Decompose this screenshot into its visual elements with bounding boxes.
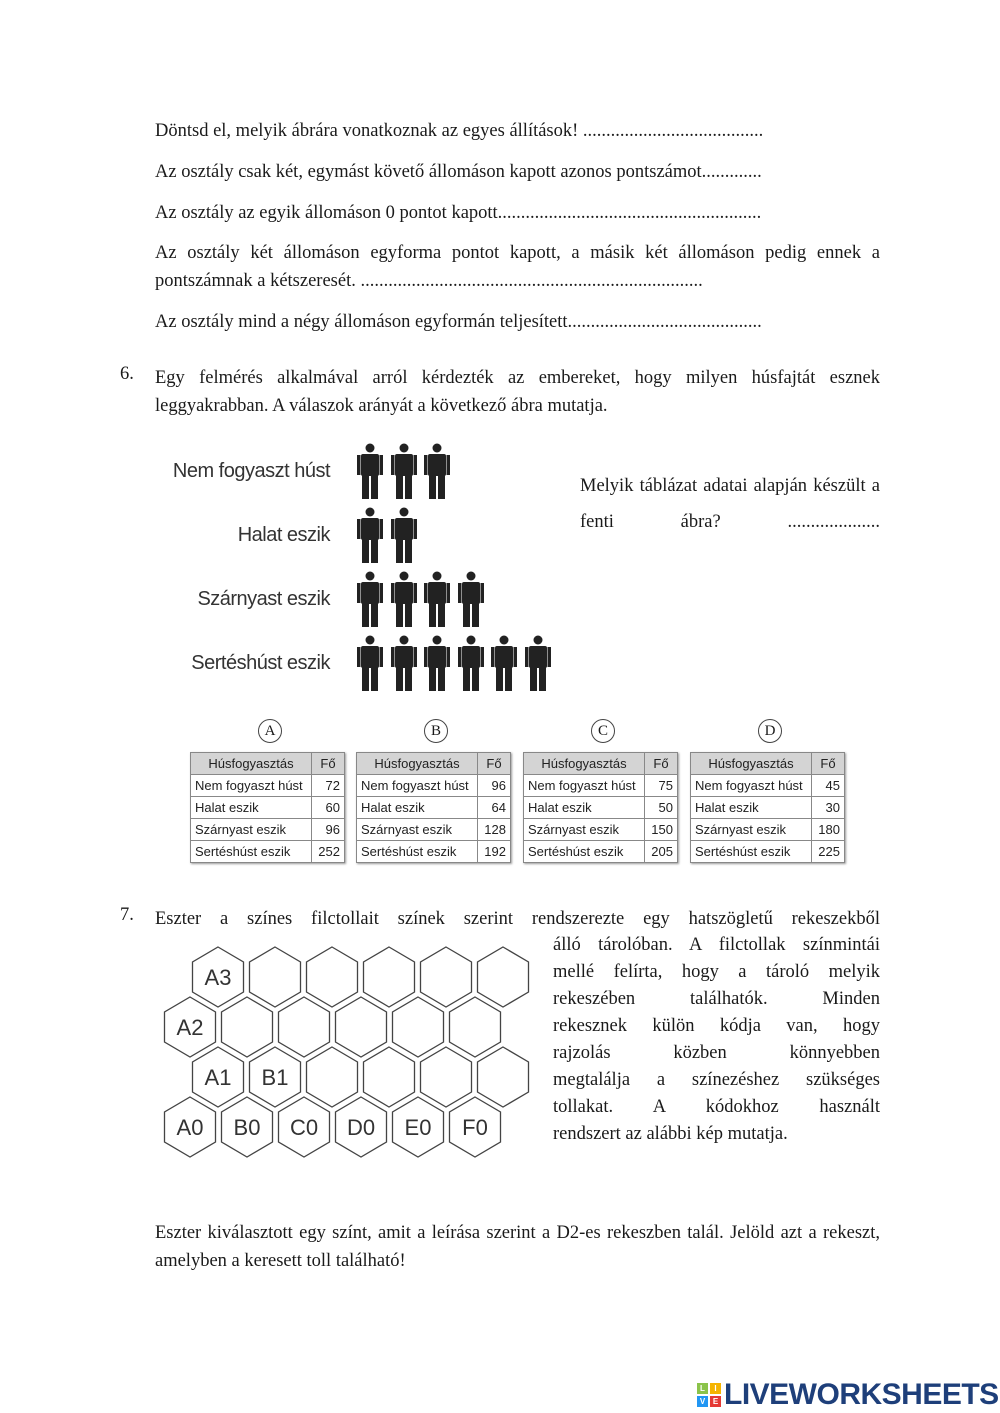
category-cell: Nem fogyaszt húst bbox=[524, 775, 645, 797]
hex-label: C0 bbox=[289, 1115, 319, 1140]
table-row bbox=[524, 797, 678, 819]
liveworksheets-logo bbox=[697, 1378, 999, 1412]
question-7-line: álló tárolóban. A filctollak színmintái bbox=[553, 935, 880, 955]
category-cell: Nem fogyaszt húst bbox=[357, 775, 478, 797]
header-cell: Fő bbox=[812, 753, 845, 775]
hex-cell[interactable] bbox=[393, 1097, 444, 1157]
hex-label: F0 bbox=[462, 1115, 488, 1140]
value-cell: 64 bbox=[478, 797, 511, 819]
header-cell: Húsfogyasztás bbox=[524, 753, 645, 775]
statement-4: Az osztály mind a négy állomáson egyformán teljesített.......................................... bbox=[155, 312, 762, 332]
hex-cell[interactable] bbox=[193, 1047, 244, 1107]
table-letter-a: A bbox=[258, 719, 282, 743]
category-cell: Halat eszik bbox=[691, 797, 812, 819]
logo-text: LIVEWORKSHEETS bbox=[724, 1378, 999, 1411]
hex-label: B1 bbox=[261, 1065, 289, 1090]
hex-cell[interactable] bbox=[165, 997, 216, 1057]
table-row bbox=[191, 819, 345, 841]
person-icon bbox=[424, 635, 450, 697]
hex-label: A2 bbox=[176, 1015, 204, 1040]
hex-cell[interactable] bbox=[450, 997, 501, 1057]
table-row bbox=[524, 819, 678, 841]
hex-cell[interactable] bbox=[336, 1097, 387, 1157]
table-header bbox=[524, 753, 678, 775]
hex-label: A1 bbox=[204, 1065, 232, 1090]
table-row bbox=[357, 819, 511, 841]
value-cell: 96 bbox=[478, 775, 511, 797]
header-cell: Fő bbox=[645, 753, 678, 775]
table-header bbox=[357, 753, 511, 775]
hex-cell[interactable] bbox=[222, 1097, 273, 1157]
statement-1: Az osztály csak két, egymást követő állomáson kapott azonos pontszámot............. bbox=[155, 162, 762, 182]
table-row bbox=[524, 841, 678, 863]
hex-cell[interactable] bbox=[421, 947, 472, 1007]
value-cell: 192 bbox=[478, 841, 511, 863]
hex-label: A3 bbox=[204, 965, 232, 990]
hex-cell[interactable] bbox=[478, 1047, 529, 1107]
table-row bbox=[191, 841, 345, 863]
value-cell: 60 bbox=[312, 797, 345, 819]
person-icon bbox=[357, 443, 383, 505]
hex-cell[interactable] bbox=[279, 997, 330, 1057]
table-row bbox=[691, 841, 845, 863]
statement-intro: Döntsd el, melyik ábrára vonatkoznak az egyes állítások! ....................................... bbox=[155, 121, 764, 141]
person-icon bbox=[424, 443, 450, 505]
person-icon bbox=[357, 571, 383, 633]
category-cell: Sertéshúst eszik bbox=[191, 841, 312, 863]
person-icon bbox=[391, 571, 417, 633]
hex-label: B0 bbox=[233, 1115, 261, 1140]
header-cell: Húsfogyasztás bbox=[691, 753, 812, 775]
question-7-line: rekesznek külön kódja van, hogy bbox=[553, 1016, 880, 1036]
hex-storage-grid bbox=[150, 935, 550, 1165]
person-icon bbox=[525, 635, 551, 697]
table-letter-b: B bbox=[424, 719, 448, 743]
person-icon bbox=[357, 507, 383, 569]
question-7-line: rendszert az alábbi kép mutatja. bbox=[553, 1124, 788, 1144]
table-header bbox=[191, 753, 345, 775]
category-cell: Halat eszik bbox=[191, 797, 312, 819]
header-cell: Húsfogyasztás bbox=[357, 753, 478, 775]
table-row bbox=[191, 775, 345, 797]
question-number-6: 6. bbox=[120, 364, 134, 384]
question-6-text: Egy felmérés alkalmával arról kérdezték az embereket, hogy milyen húsfajtát esznek leggyakrabban. A válaszok arányát a következő ábra mutatja. bbox=[155, 368, 880, 416]
hex-label: A0 bbox=[176, 1115, 204, 1140]
hex-cell[interactable] bbox=[307, 1047, 358, 1107]
pictogram-label: Sertéshúst eszik bbox=[191, 652, 330, 674]
value-cell: 50 bbox=[645, 797, 678, 819]
hex-cell[interactable] bbox=[250, 1047, 301, 1107]
hex-cell[interactable] bbox=[478, 947, 529, 1007]
category-cell: Sertéshúst eszik bbox=[524, 841, 645, 863]
category-cell: Sertéshúst eszik bbox=[357, 841, 478, 863]
table-b bbox=[356, 752, 511, 863]
table-row bbox=[691, 775, 845, 797]
header-cell: Fő bbox=[312, 753, 345, 775]
statement-2: Az osztály az egyik állomáson 0 pontot kapott......................................................... bbox=[155, 203, 762, 223]
table-a bbox=[190, 752, 345, 863]
person-icon bbox=[491, 635, 517, 697]
question-number-7: 7. bbox=[120, 905, 134, 925]
category-cell: Szárnyast eszik bbox=[524, 819, 645, 841]
value-cell: 225 bbox=[812, 841, 845, 863]
person-icon bbox=[424, 571, 450, 633]
question-7-line: tollakat. A kódokhoz használt bbox=[553, 1097, 880, 1117]
value-cell: 45 bbox=[812, 775, 845, 797]
hex-cell[interactable] bbox=[364, 947, 415, 1007]
category-cell: Szárnyast eszik bbox=[191, 819, 312, 841]
category-cell: Nem fogyaszt húst bbox=[191, 775, 312, 797]
question-7-line: megtalálja a színezéshez szükséges bbox=[553, 1070, 880, 1090]
question-7-line: rekeszében találhatók. Minden bbox=[553, 989, 880, 1009]
header-cell: Húsfogyasztás bbox=[191, 753, 312, 775]
table-row bbox=[357, 841, 511, 863]
question-7-task: Eszter kiválasztott egy színt, amit a leírása szerint a D2-es rekeszben talál. Jelöld azt a rekeszt, amelyben a keresett toll található! bbox=[155, 1223, 880, 1271]
header-cell: Fő bbox=[478, 753, 511, 775]
hex-cell[interactable] bbox=[165, 1097, 216, 1157]
category-cell: Halat eszik bbox=[357, 797, 478, 819]
value-cell: 205 bbox=[645, 841, 678, 863]
person-icon bbox=[391, 443, 417, 505]
category-cell: Sertéshúst eszik bbox=[691, 841, 812, 863]
person-icon bbox=[357, 635, 383, 697]
table-c bbox=[523, 752, 678, 863]
table-row bbox=[357, 775, 511, 797]
statement-3: Az osztály két állomáson egyforma pontot kapott, a másik két állomáson pedig ennek a pontszámnak a kétszeresét. .......................................................................... bbox=[155, 243, 880, 291]
table-row bbox=[524, 775, 678, 797]
value-cell: 72 bbox=[312, 775, 345, 797]
hex-label: D0 bbox=[346, 1115, 376, 1140]
value-cell: 96 bbox=[312, 819, 345, 841]
pictogram-label: Halat eszik bbox=[237, 524, 330, 546]
question-7-line: mellé felírta, hogy a tároló melyik bbox=[553, 962, 880, 982]
hex-cell[interactable] bbox=[307, 947, 358, 1007]
pictogram-label: Szárnyast eszik bbox=[197, 588, 330, 610]
hex-cell[interactable] bbox=[364, 1047, 415, 1107]
category-cell: Szárnyast eszik bbox=[691, 819, 812, 841]
hex-cell[interactable] bbox=[250, 947, 301, 1007]
value-cell: 180 bbox=[812, 819, 845, 841]
hex-cell[interactable] bbox=[421, 1047, 472, 1107]
person-icon bbox=[391, 507, 417, 569]
hex-cell[interactable] bbox=[193, 947, 244, 1007]
hex-cell[interactable] bbox=[450, 1097, 501, 1157]
value-cell: 252 bbox=[312, 841, 345, 863]
hex-cell[interactable] bbox=[222, 997, 273, 1057]
question-6-prompt: Melyik táblázat adatai alapján készült a fenti ábra? .................... bbox=[580, 476, 880, 532]
question-7-first-line: Eszter a színes filctollait színek szerint rendszerezte egy hatszögletű rekeszekből bbox=[155, 909, 880, 929]
hex-cell[interactable] bbox=[393, 997, 444, 1057]
pictogram-label: Nem fogyaszt húst bbox=[172, 460, 330, 482]
category-cell: Szárnyast eszik bbox=[357, 819, 478, 841]
value-cell: 75 bbox=[645, 775, 678, 797]
category-cell: Nem fogyaszt húst bbox=[691, 775, 812, 797]
table-header bbox=[691, 753, 845, 775]
person-icon bbox=[458, 635, 484, 697]
value-cell: 150 bbox=[645, 819, 678, 841]
hex-label: E0 bbox=[404, 1115, 432, 1140]
table-row bbox=[691, 819, 845, 841]
table-letter-d: D bbox=[758, 719, 782, 743]
question-7-line: rajzolás közben könnyebben bbox=[553, 1043, 880, 1063]
value-cell: 128 bbox=[478, 819, 511, 841]
table-row bbox=[191, 797, 345, 819]
table-row bbox=[691, 797, 845, 819]
hex-cell[interactable] bbox=[336, 997, 387, 1057]
person-icon bbox=[458, 571, 484, 633]
table-d bbox=[690, 752, 845, 863]
table-row bbox=[357, 797, 511, 819]
category-cell: Halat eszik bbox=[524, 797, 645, 819]
person-icon bbox=[391, 635, 417, 697]
logo-squares-icon: L I V E bbox=[697, 1383, 721, 1407]
value-cell: 30 bbox=[812, 797, 845, 819]
table-letter-c: C bbox=[591, 719, 615, 743]
hex-cell[interactable] bbox=[279, 1097, 330, 1157]
